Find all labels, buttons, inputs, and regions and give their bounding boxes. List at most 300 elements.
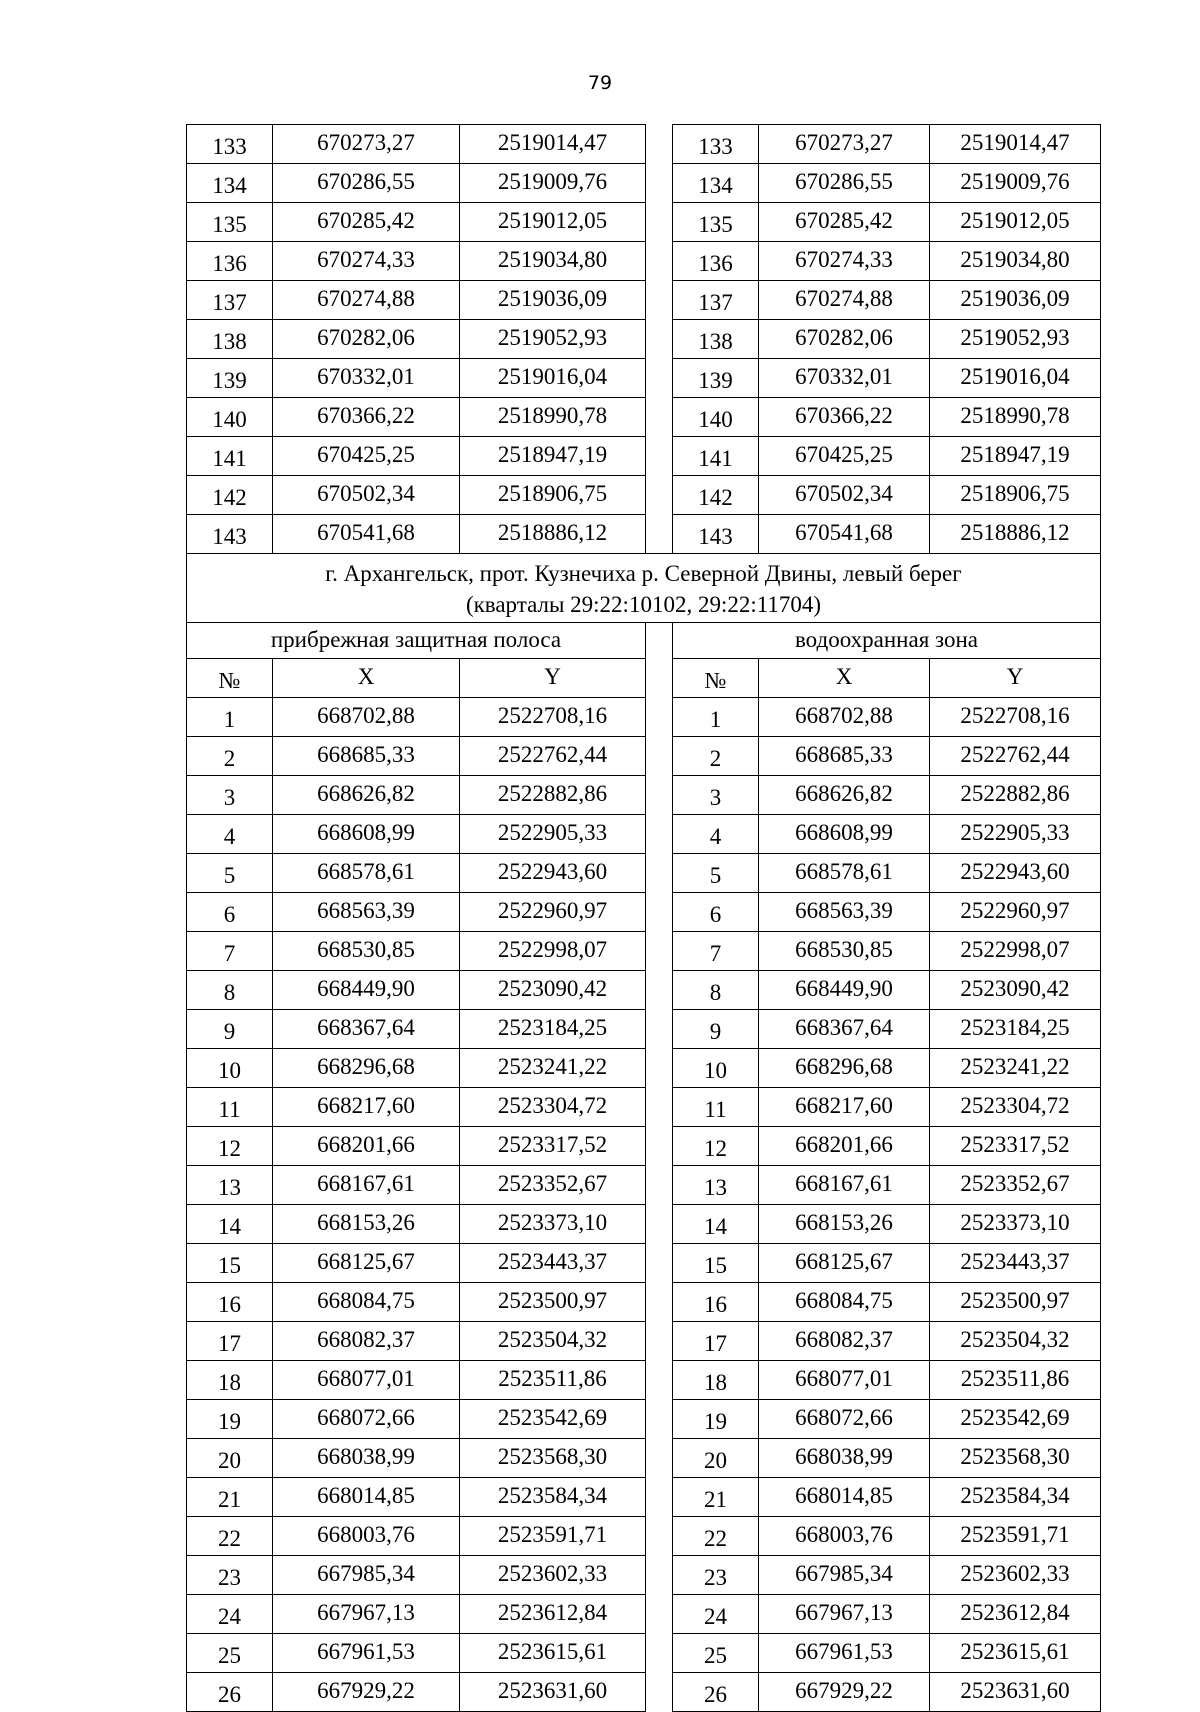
left-point-number: 18 [187, 1361, 273, 1400]
right-y-coordinate: 2522960,97 [930, 893, 1101, 932]
table-gap [646, 515, 673, 554]
left-y-coordinate: 2519014,47 [460, 125, 646, 164]
right-y-coordinate: 2523500,97 [930, 1283, 1101, 1322]
right-col-y-header: Y [930, 659, 1101, 698]
left-point-number: 138 [187, 320, 273, 359]
table-row [187, 1439, 1101, 1478]
right-y-coordinate: 2518990,78 [930, 398, 1101, 437]
right-x-coordinate: 668685,33 [759, 737, 930, 776]
table-gap [646, 1322, 673, 1361]
left-y-coordinate: 2523373,10 [460, 1205, 646, 1244]
right-point-number: 14 [673, 1205, 759, 1244]
left-x-coordinate: 668578,61 [273, 854, 460, 893]
left-y-coordinate: 2523317,52 [460, 1127, 646, 1166]
table-row [187, 1634, 1101, 1673]
table-row [187, 164, 1101, 203]
right-x-coordinate: 670273,27 [759, 125, 930, 164]
right-y-coordinate: 2523542,69 [930, 1400, 1101, 1439]
right-point-number: 141 [673, 437, 759, 476]
left-y-coordinate: 2522762,44 [460, 737, 646, 776]
right-y-coordinate: 2523568,30 [930, 1439, 1101, 1478]
table-row [187, 971, 1101, 1010]
left-point-number: 23 [187, 1556, 273, 1595]
left-point-number: 7 [187, 932, 273, 971]
table-row [187, 1010, 1101, 1049]
left-x-coordinate: 668217,60 [273, 1088, 460, 1127]
right-point-number: 18 [673, 1361, 759, 1400]
left-y-coordinate: 2519012,05 [460, 203, 646, 242]
left-y-coordinate: 2522998,07 [460, 932, 646, 971]
location-line-2: (кварталы 29:22:10102, 29:22:11704) [465, 592, 822, 617]
table-gap [646, 815, 673, 854]
left-point-number: 12 [187, 1127, 273, 1166]
left-y-coordinate: 2523184,25 [460, 1010, 646, 1049]
right-point-number: 138 [673, 320, 759, 359]
right-point-number: 137 [673, 281, 759, 320]
bottom-coordinates-body [187, 698, 1101, 1712]
right-point-number: 21 [673, 1478, 759, 1517]
left-point-number: 20 [187, 1439, 273, 1478]
left-x-coordinate: 668530,85 [273, 932, 460, 971]
left-point-number: 136 [187, 242, 273, 281]
right-x-coordinate: 670274,33 [759, 242, 930, 281]
table-gap [646, 281, 673, 320]
right-y-coordinate: 2522708,16 [930, 698, 1101, 737]
water-zone-heading: водоохранная зона [673, 623, 1101, 659]
table-gap [646, 1049, 673, 1088]
left-point-number: 1 [187, 698, 273, 737]
left-y-coordinate: 2519036,09 [460, 281, 646, 320]
left-y-coordinate: 2518990,78 [460, 398, 646, 437]
right-y-coordinate: 2519052,93 [930, 320, 1101, 359]
right-point-number: 13 [673, 1166, 759, 1205]
left-x-coordinate: 668449,90 [273, 971, 460, 1010]
table-gap [646, 1556, 673, 1595]
right-x-coordinate: 667961,53 [759, 1634, 930, 1673]
right-y-coordinate: 2523443,37 [930, 1244, 1101, 1283]
right-y-coordinate: 2519034,80 [930, 242, 1101, 281]
left-x-coordinate: 670282,06 [273, 320, 460, 359]
left-point-number: 142 [187, 476, 273, 515]
left-point-number: 3 [187, 776, 273, 815]
left-x-coordinate: 667961,53 [273, 1634, 460, 1673]
right-y-coordinate: 2522998,07 [930, 932, 1101, 971]
right-y-coordinate: 2519016,04 [930, 359, 1101, 398]
table-row [187, 281, 1101, 320]
left-y-coordinate: 2523500,97 [460, 1283, 646, 1322]
left-x-coordinate: 670285,42 [273, 203, 460, 242]
table-row [187, 1244, 1101, 1283]
right-point-number: 2 [673, 737, 759, 776]
right-point-number: 10 [673, 1049, 759, 1088]
left-x-coordinate: 670502,34 [273, 476, 460, 515]
table-gap [646, 932, 673, 971]
right-x-coordinate: 668167,61 [759, 1166, 930, 1205]
right-point-number: 135 [673, 203, 759, 242]
left-point-number: 8 [187, 971, 273, 1010]
left-x-coordinate: 668296,68 [273, 1049, 460, 1088]
table-row [187, 737, 1101, 776]
table-gap [646, 320, 673, 359]
left-x-coordinate: 670274,33 [273, 242, 460, 281]
left-point-number: 6 [187, 893, 273, 932]
right-x-coordinate: 670332,01 [759, 359, 930, 398]
table-gap [646, 737, 673, 776]
table-row [187, 1556, 1101, 1595]
right-y-coordinate: 2519009,76 [930, 164, 1101, 203]
right-y-coordinate: 2523373,10 [930, 1205, 1101, 1244]
right-point-number: 134 [673, 164, 759, 203]
left-y-coordinate: 2519009,76 [460, 164, 646, 203]
right-x-coordinate: 670282,06 [759, 320, 930, 359]
table-gap [646, 242, 673, 281]
left-point-number: 133 [187, 125, 273, 164]
right-y-coordinate: 2523241,22 [930, 1049, 1101, 1088]
left-x-coordinate: 668082,37 [273, 1322, 460, 1361]
coastal-strip-heading: прибрежная защитная полоса [187, 623, 646, 659]
right-y-coordinate: 2522882,86 [930, 776, 1101, 815]
right-y-coordinate: 2519014,47 [930, 125, 1101, 164]
left-point-number: 134 [187, 164, 273, 203]
left-point-number: 135 [187, 203, 273, 242]
right-point-number: 7 [673, 932, 759, 971]
table-row [187, 1322, 1101, 1361]
left-point-number: 10 [187, 1049, 273, 1088]
right-point-number: 5 [673, 854, 759, 893]
right-y-coordinate: 2523591,71 [930, 1517, 1101, 1556]
left-x-coordinate: 670366,22 [273, 398, 460, 437]
table-row [187, 932, 1101, 971]
right-x-coordinate: 668217,60 [759, 1088, 930, 1127]
left-x-coordinate: 668608,99 [273, 815, 460, 854]
right-x-coordinate: 667967,13 [759, 1595, 930, 1634]
table-gap [646, 1283, 673, 1322]
table-row [187, 437, 1101, 476]
right-point-number: 136 [673, 242, 759, 281]
table-gap [646, 893, 673, 932]
right-x-coordinate: 668038,99 [759, 1439, 930, 1478]
left-x-coordinate: 668084,75 [273, 1283, 460, 1322]
right-point-number: 17 [673, 1322, 759, 1361]
table-row [187, 203, 1101, 242]
coordinates-table [186, 124, 1101, 1712]
right-x-coordinate: 668125,67 [759, 1244, 930, 1283]
left-point-number: 4 [187, 815, 273, 854]
left-y-coordinate: 2523584,34 [460, 1478, 646, 1517]
table-gap [646, 476, 673, 515]
right-y-coordinate: 2523352,67 [930, 1166, 1101, 1205]
right-point-number: 4 [673, 815, 759, 854]
left-point-number: 24 [187, 1595, 273, 1634]
right-point-number: 23 [673, 1556, 759, 1595]
left-x-coordinate: 668038,99 [273, 1439, 460, 1478]
table-row [187, 515, 1101, 554]
left-y-coordinate: 2523612,84 [460, 1595, 646, 1634]
left-y-coordinate: 2523090,42 [460, 971, 646, 1010]
left-point-number: 2 [187, 737, 273, 776]
left-point-number: 15 [187, 1244, 273, 1283]
right-col-x-header: X [759, 659, 930, 698]
table-gap [646, 1088, 673, 1127]
table-gap [646, 398, 673, 437]
left-point-number: 9 [187, 1010, 273, 1049]
left-point-number: 143 [187, 515, 273, 554]
left-point-number: 19 [187, 1400, 273, 1439]
right-point-number: 24 [673, 1595, 759, 1634]
right-x-coordinate: 667929,22 [759, 1673, 930, 1712]
left-x-coordinate: 668072,66 [273, 1400, 460, 1439]
table-gap [646, 1673, 673, 1712]
right-point-number: 20 [673, 1439, 759, 1478]
left-point-number: 17 [187, 1322, 273, 1361]
table-row [187, 1283, 1101, 1322]
right-point-number: 16 [673, 1283, 759, 1322]
right-point-number: 11 [673, 1088, 759, 1127]
left-x-coordinate: 668685,33 [273, 737, 460, 776]
right-point-number: 3 [673, 776, 759, 815]
location-caption [187, 554, 1101, 623]
right-y-coordinate: 2523511,86 [930, 1361, 1101, 1400]
right-y-coordinate: 2523504,32 [930, 1322, 1101, 1361]
left-x-coordinate: 670286,55 [273, 164, 460, 203]
right-x-coordinate: 667985,34 [759, 1556, 930, 1595]
right-point-number: 142 [673, 476, 759, 515]
left-x-coordinate: 668367,64 [273, 1010, 460, 1049]
table-row [187, 698, 1101, 737]
table-row [187, 1049, 1101, 1088]
table-row [187, 1088, 1101, 1127]
table-gap [646, 164, 673, 203]
table-gap [646, 623, 673, 659]
table-gap [646, 203, 673, 242]
left-y-coordinate: 2523352,67 [460, 1166, 646, 1205]
section-header [187, 554, 1101, 698]
right-y-coordinate: 2523304,72 [930, 1088, 1101, 1127]
right-x-coordinate: 668003,76 [759, 1517, 930, 1556]
left-point-number: 26 [187, 1673, 273, 1712]
table-row [187, 815, 1101, 854]
right-col-num-header: № [673, 659, 759, 698]
right-y-coordinate: 2523612,84 [930, 1595, 1101, 1634]
right-point-number: 8 [673, 971, 759, 1010]
left-point-number: 13 [187, 1166, 273, 1205]
right-y-coordinate: 2519012,05 [930, 203, 1101, 242]
right-point-number: 25 [673, 1634, 759, 1673]
table-row [187, 398, 1101, 437]
left-y-coordinate: 2518886,12 [460, 515, 646, 554]
table-row [187, 1673, 1101, 1712]
table-gap [646, 1010, 673, 1049]
table-gap [646, 1205, 673, 1244]
left-y-coordinate: 2522905,33 [460, 815, 646, 854]
left-col-y-header: Y [460, 659, 646, 698]
right-point-number: 140 [673, 398, 759, 437]
right-point-number: 26 [673, 1673, 759, 1712]
left-x-coordinate: 668201,66 [273, 1127, 460, 1166]
right-x-coordinate: 670274,88 [759, 281, 930, 320]
table-row [187, 893, 1101, 932]
right-y-coordinate: 2523584,34 [930, 1478, 1101, 1517]
left-x-coordinate: 670541,68 [273, 515, 460, 554]
right-x-coordinate: 670366,22 [759, 398, 930, 437]
table-gap [646, 1166, 673, 1205]
left-x-coordinate: 670273,27 [273, 125, 460, 164]
right-point-number: 9 [673, 1010, 759, 1049]
table-row [187, 1595, 1101, 1634]
right-point-number: 139 [673, 359, 759, 398]
right-x-coordinate: 668077,01 [759, 1361, 930, 1400]
table-gap [646, 698, 673, 737]
left-y-coordinate: 2522882,86 [460, 776, 646, 815]
left-point-number: 22 [187, 1517, 273, 1556]
right-x-coordinate: 668014,85 [759, 1478, 930, 1517]
left-x-coordinate: 668167,61 [273, 1166, 460, 1205]
table-gap [646, 659, 673, 698]
left-y-coordinate: 2523511,86 [460, 1361, 646, 1400]
right-x-coordinate: 670541,68 [759, 515, 930, 554]
right-x-coordinate: 670502,34 [759, 476, 930, 515]
left-y-coordinate: 2522708,16 [460, 698, 646, 737]
right-x-coordinate: 668578,61 [759, 854, 930, 893]
table-gap [646, 1244, 673, 1283]
right-y-coordinate: 2518906,75 [930, 476, 1101, 515]
right-y-coordinate: 2522762,44 [930, 737, 1101, 776]
left-y-coordinate: 2523568,30 [460, 1439, 646, 1478]
right-y-coordinate: 2518886,12 [930, 515, 1101, 554]
left-x-coordinate: 670425,25 [273, 437, 460, 476]
left-y-coordinate: 2523631,60 [460, 1673, 646, 1712]
table-gap [646, 776, 673, 815]
table-gap [646, 1400, 673, 1439]
left-point-number: 5 [187, 854, 273, 893]
table-gap [646, 359, 673, 398]
left-point-number: 140 [187, 398, 273, 437]
left-y-coordinate: 2523504,32 [460, 1322, 646, 1361]
left-y-coordinate: 2523241,22 [460, 1049, 646, 1088]
left-point-number: 21 [187, 1478, 273, 1517]
right-y-coordinate: 2523090,42 [930, 971, 1101, 1010]
right-y-coordinate: 2522943,60 [930, 854, 1101, 893]
table-row [187, 1127, 1101, 1166]
table-gap [646, 437, 673, 476]
left-x-coordinate: 667929,22 [273, 1673, 460, 1712]
right-x-coordinate: 668082,37 [759, 1322, 930, 1361]
table-gap [646, 1478, 673, 1517]
right-x-coordinate: 668608,99 [759, 815, 930, 854]
table-gap [646, 125, 673, 164]
left-x-coordinate: 668702,88 [273, 698, 460, 737]
left-y-coordinate: 2522960,97 [460, 893, 646, 932]
right-point-number: 143 [673, 515, 759, 554]
table-gap [646, 971, 673, 1010]
table-row [187, 242, 1101, 281]
left-y-coordinate: 2523602,33 [460, 1556, 646, 1595]
left-point-number: 137 [187, 281, 273, 320]
table-row [187, 476, 1101, 515]
right-y-coordinate: 2523317,52 [930, 1127, 1101, 1166]
right-x-coordinate: 668153,26 [759, 1205, 930, 1244]
table-gap [646, 1361, 673, 1400]
table-gap [646, 1127, 673, 1166]
left-x-coordinate: 670274,88 [273, 281, 460, 320]
table-row [187, 1205, 1101, 1244]
right-point-number: 15 [673, 1244, 759, 1283]
right-y-coordinate: 2523602,33 [930, 1556, 1101, 1595]
left-x-coordinate: 668563,39 [273, 893, 460, 932]
right-x-coordinate: 668296,68 [759, 1049, 930, 1088]
right-x-coordinate: 668201,66 [759, 1127, 930, 1166]
left-x-coordinate: 668153,26 [273, 1205, 460, 1244]
table-gap [646, 854, 673, 893]
right-y-coordinate: 2523615,61 [930, 1634, 1101, 1673]
left-col-x-header: X [273, 659, 460, 698]
right-point-number: 6 [673, 893, 759, 932]
left-x-coordinate: 668077,01 [273, 1361, 460, 1400]
table-row [187, 776, 1101, 815]
right-y-coordinate: 2522905,33 [930, 815, 1101, 854]
left-y-coordinate: 2518947,19 [460, 437, 646, 476]
left-x-coordinate: 668626,82 [273, 776, 460, 815]
right-point-number: 133 [673, 125, 759, 164]
right-x-coordinate: 670286,55 [759, 164, 930, 203]
left-point-number: 25 [187, 1634, 273, 1673]
table-row [187, 320, 1101, 359]
left-point-number: 14 [187, 1205, 273, 1244]
right-x-coordinate: 668449,90 [759, 971, 930, 1010]
table-gap [646, 1595, 673, 1634]
left-y-coordinate: 2523443,37 [460, 1244, 646, 1283]
right-x-coordinate: 668084,75 [759, 1283, 930, 1322]
location-line-1: г. Архангельск, прот. Кузнечиха р. Северной Двины, левый берег [325, 561, 962, 586]
right-x-coordinate: 670285,42 [759, 203, 930, 242]
table-gap [646, 1634, 673, 1673]
left-col-num-header: № [187, 659, 273, 698]
table-row [187, 1361, 1101, 1400]
right-x-coordinate: 668702,88 [759, 698, 930, 737]
left-x-coordinate: 667985,34 [273, 1556, 460, 1595]
right-point-number: 12 [673, 1127, 759, 1166]
left-point-number: 16 [187, 1283, 273, 1322]
left-y-coordinate: 2523591,71 [460, 1517, 646, 1556]
right-x-coordinate: 668626,82 [759, 776, 930, 815]
right-y-coordinate: 2518947,19 [930, 437, 1101, 476]
left-point-number: 139 [187, 359, 273, 398]
table-row [187, 125, 1101, 164]
left-x-coordinate: 670332,01 [273, 359, 460, 398]
right-x-coordinate: 670425,25 [759, 437, 930, 476]
right-x-coordinate: 668530,85 [759, 932, 930, 971]
right-point-number: 1 [673, 698, 759, 737]
left-y-coordinate: 2518906,75 [460, 476, 646, 515]
table-gap [646, 1517, 673, 1556]
left-y-coordinate: 2523304,72 [460, 1088, 646, 1127]
left-y-coordinate: 2522943,60 [460, 854, 646, 893]
table-row [187, 1517, 1101, 1556]
right-point-number: 19 [673, 1400, 759, 1439]
left-y-coordinate: 2523542,69 [460, 1400, 646, 1439]
left-x-coordinate: 668125,67 [273, 1244, 460, 1283]
left-y-coordinate: 2519016,04 [460, 359, 646, 398]
left-x-coordinate: 668014,85 [273, 1478, 460, 1517]
right-point-number: 22 [673, 1517, 759, 1556]
left-y-coordinate: 2519052,93 [460, 320, 646, 359]
left-x-coordinate: 667967,13 [273, 1595, 460, 1634]
table-row [187, 1478, 1101, 1517]
right-x-coordinate: 668563,39 [759, 893, 930, 932]
left-y-coordinate: 2523615,61 [460, 1634, 646, 1673]
top-coordinates-body [187, 125, 1101, 554]
right-y-coordinate: 2523184,25 [930, 1010, 1101, 1049]
